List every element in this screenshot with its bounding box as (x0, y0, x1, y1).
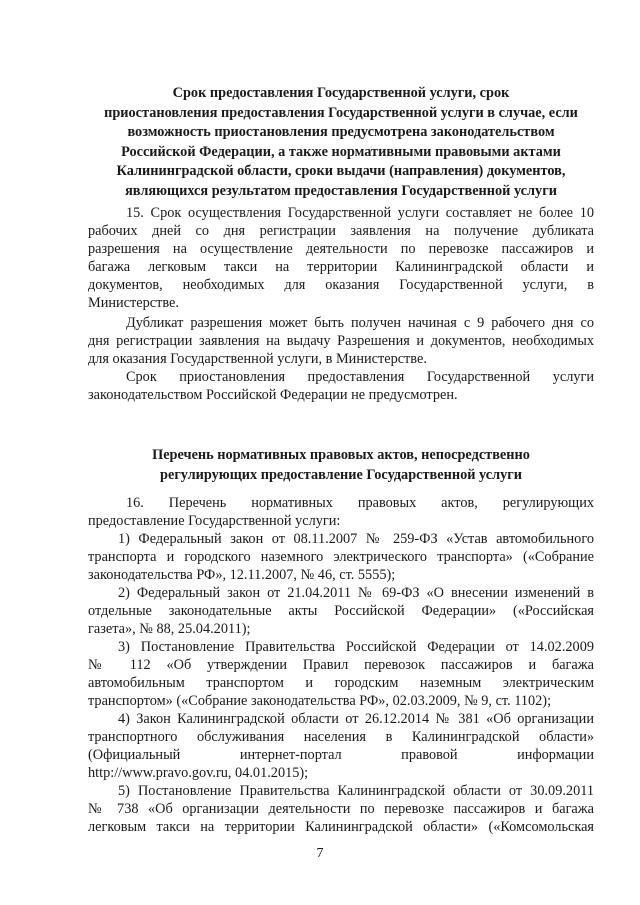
text-line: транспортом» («Собрание законодательства РФ», 02.03.2009, № 9, ст. 1102); (88, 693, 552, 709)
text-line: законодательства РФ», 12.11.2007, № 46, ст. 5555); (88, 567, 396, 583)
heading-line: Срок предоставления Государственной услуги, срок (172, 85, 510, 101)
heading-line: Перечень нормативных правовых актов, непосредственно (152, 447, 530, 463)
text-line: № 738 «Об организации деятельности по перевозке пассажиров и багажа (88, 801, 594, 817)
text-line: Срок приостановления предоставления Государственной услуги (126, 369, 594, 385)
list-item-1 (88, 530, 594, 584)
text-line: документов, необходимых для оказания Государственной услуги, в (88, 277, 594, 293)
heading-line: регулирующих предоставление Государственной услуги (160, 466, 522, 483)
text-line: транспорта и городского наземного электрического транспорта» («Собрание (88, 549, 594, 565)
text-line: http://www.pravo.gov.ru, 04.01.2015); (88, 765, 309, 781)
heading-line: Калининградской области, сроки выдачи (направления) документов, (116, 163, 566, 179)
heading-line: возможность приостановления предусмотрена законодательством (127, 124, 555, 140)
text-line: 2) Федеральный закон от 21.04.2011 № 69-ФЗ «О внесении изменений в (118, 585, 594, 601)
page-number: 7 (316, 846, 324, 861)
text-line: (Официальный интернет-портал правовой информации (88, 747, 594, 763)
text-line: 1) Федеральный закон от 08.11.2007 № 259-ФЗ «Устав автомобильного (118, 531, 594, 547)
text-line: 16. Перечень нормативных правовых актов, регулирующих (126, 495, 594, 511)
text-line: 5) Постановление Правительства Калининградской области от 30.09.2011 (118, 783, 594, 799)
text-line: отдельные законодательные акты Российской Федерации» («Российская (88, 603, 594, 619)
text-line: № 112 «Об утверждении Правил перевозок пассажиров и багажа (88, 657, 594, 673)
list-item-3 (88, 638, 594, 710)
text-line: рабочих дней со дня регистрации заявления на получение дубликата (88, 223, 594, 239)
paragraph-suspension (88, 368, 594, 404)
text-line: для оказания Государственной услуги, в Министерстве. (88, 351, 427, 367)
section-heading-acts (88, 446, 594, 485)
text-line: 15. Срок осуществления Государственной услуги составляет не более 10 (126, 205, 594, 221)
section-heading-term (88, 84, 594, 201)
heading-line: Российской Федерации, а также нормативными правовыми актами (121, 143, 561, 160)
paragraph-16 (88, 494, 594, 530)
text-line: Дубликат разрешения может быть получен начиная с 9 рабочего дня со (126, 315, 594, 331)
text-line: автомобильным транспортом и городским наземным электрическим (88, 675, 594, 691)
text-line: предоставление Государственной услуги: (88, 513, 341, 529)
text-line: транспортного обслуживания населения в Калининградской области» (88, 729, 594, 745)
paragraph-duplicate (88, 314, 594, 368)
list-item-5 (88, 782, 594, 836)
text-line: 4) Закон Калининградской области от 26.12.2014 № 381 «Об организации (118, 711, 594, 727)
text-line: дня регистрации заявления на выдачу Разрешения и документов, необходимых (88, 333, 594, 349)
text-line: законодательством Российской Федерации не предусмотрен. (88, 387, 458, 403)
heading-line: являющихся результатом предоставления Государственной услуги (125, 182, 557, 199)
list-item-2 (88, 584, 594, 638)
text-line: газета», № 88, 25.04.2011); (88, 621, 251, 637)
list-item-4 (88, 710, 594, 782)
text-line: Министерстве. (88, 295, 179, 311)
paragraph-15 (88, 204, 594, 312)
heading-line: приостановления предоставления Государственной услуги в случае, если (104, 104, 578, 121)
text-line: легковым такси на территории Калининградской области» («Комсомольская (88, 819, 594, 835)
text-line: разрешения на осуществление деятельности по перевозке пассажиров и (88, 241, 594, 257)
text-line: 3) Постановление Правительства Российской Федерации от 14.02.2009 (118, 639, 594, 655)
text-line: багажа легковым такси на территории Калининградской области и (88, 259, 594, 275)
